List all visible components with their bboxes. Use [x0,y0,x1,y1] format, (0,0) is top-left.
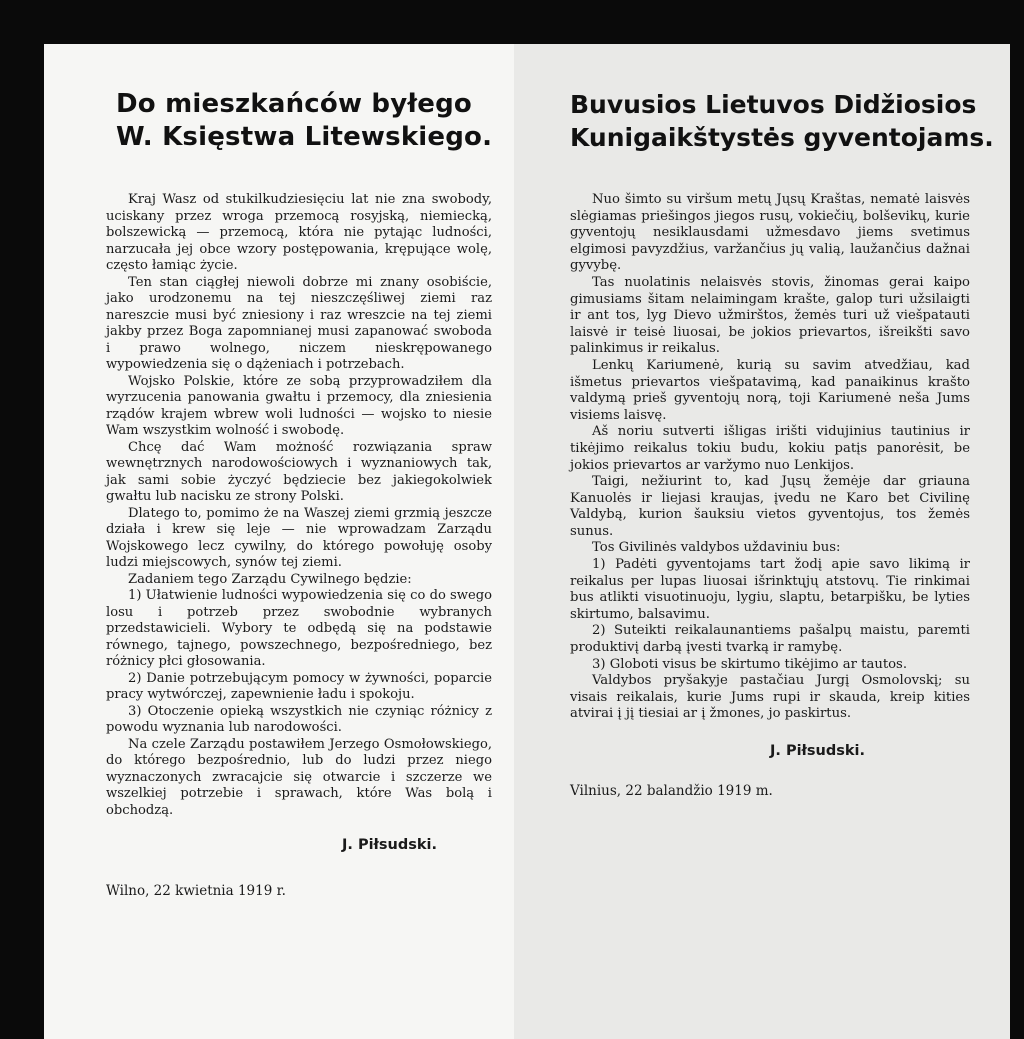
polish-paragraph: Dlatego to, pomimo że na Waszej ziemi grzmią jeszcze działa i krew się leje — nie wprowadzam Zarządu Wojskowego lecz cywilny, do którego powołuję osoby ludzi miejscowych, synów tej ziemi. [106,505,492,570]
polish-paragraph: 3) Otoczenie opieką wszystkich nie czyniąc różnicy z powodu wyznania lub narodowości. [106,703,492,735]
lithuanian-title-line-1: Buvusios Lietuvos Didžiosios [570,90,977,119]
polish-paragraph: 1) Ułatwienie ludności wypowiedzenia się co do swego losu i potrzeb przez swobodnie wybranych przedstawicieli. Wybory te odbędą się na podstawie równego, tajnego, powszechnego, bezpośredniego, bez różnicy płci głosowania. [106,588,492,669]
lithuanian-paragraph: Lenkų Kariumenė, kurią su savim atvedžiau, kad išmetus prievartos viešpatavimą, kad panaikinus krašto valdymą prieš gyventojų norą, toji Kariumenė neša Jums visiems laisvę. [570,357,970,423]
lithuanian-signature: J. Piłsudski. [770,743,866,759]
polish-date: Wilno, 22 kwietnia 1919 r. [106,883,286,899]
polish-paragraph: Wojsko Polskie, które ze sobą przyprowadziłem dla wyrzucenia panowania gwałtu i przemocy, dla zniesienia rządów krajem wbrew woli ludności — wojsko to niesie Wam wszystkim wolność i swobodę. [106,373,492,438]
polish-paragraph: Na czele Zarządu postawiłem Jerzego Osmołowskiego, do którego bezpośrednio, lub do ludzi przez niego wyznaczonych zwracajcie się otwarcie i szczerze we wszelkiej potrzebie i sprawach, które Was bolą i obchodzą. [106,736,492,818]
lithuanian-paragraph: Tas nuolatinis nelaisvės stovis, žinomas gerai kaipo gimusiams šitam nelaimingam krašte, galop turi užsilaigti ir ant tos, lyg Dievo užmirštos, žemės turi už viešpatauti laisvė ir teisė liuosai, be jokios prievartos, išreikšti savo palinkimus ir reikalus. [570,274,970,357]
polish-paragraph: Kraj Wasz od stukilkudziesięciu lat nie zna swobody, uciskany przez wroga przemocą rosyjską, niemiecką, bolszewicką — przemocą, która nie pytając ludności, narzucała jej obce wzory postępowania, krępujące wolę, często łamiąc życie. [106,192,492,273]
lithuanian-paragraph: Tos Givilinės valdybos uždaviniu bus: [592,540,841,556]
lithuanian-paragraph: 2) Suteikti reikalaunantiems pašalpų maistu, paremti produktivį darbą įvesti tvarką ir ramybę. [570,623,970,656]
lithuanian-paragraph: 1) Padėti gyventojams tart žodį apie savo likimą ir reikalus per lupas liuosai išrinktųjų atstovų. Tie rinkimai bus atlikti visuotinuoju, lygiu, slaptu, betarpišku, be lyties skirtumo, balsavimu. [570,557,970,622]
lithuanian-paragraph: Taigi, nežiurint to, kad Jųsų žemėje dar griauna Kanuolės ir liejasi kraujas, įvedu ne Karo bet Civilinę Valdybą, kurion šauksiu vietos gyventojus, tos žemės sunus. [570,474,970,539]
lithuanian-paragraph: Nuo šimto su viršum metų Jųsų Kraštas, nematė laisvės slėgiamas priešingos jiegos rusų, vokiečių, bolševikų, kurie gyventojų nesiklausdami užmesdavo jiems svetimus elgimosi pavyzdžius, varžančius jų valią, laužančius dažnai gyvybę. [570,192,970,274]
proclamation-sheet [44,44,1010,1039]
polish-paragraph: 2) Danie potrzebującym pomocy w żywności, poparcie pracy wytwórczej, zapewnienie ładu i spokoju. [106,670,492,702]
lithuanian-title-line-2: Kunigaikštystės gyventojams. [570,123,994,152]
lithuanian-paragraph: Valdybos pryšakyje pastačiau Jurgį Osmolovskį; su visais reikalais, kurie Jums rupi ir skauda, kreip kities atvirai į jį tiesiai ar į žmones, jo paskirtus. [570,673,970,722]
polish-signature: J. Piłsudski. [342,837,438,853]
polish-paragraph: Ten stan ciągłej niewoli dobrze mi znany osobiście, jako urodzonemu na tej nieszczęśliwej ziemi raz nareszcie musi być zniesiony i raz wreszcie na tej ziemi jakby przez Boga zapomnianej musi zapanować swoboda i prawo wolnego, niczem nieskrępowanego wypowiedzenia się o dążeniach i potrzebach. [106,274,492,372]
lithuanian-title [570,88,994,154]
lithuanian-proclamation [514,44,1010,1039]
lithuanian-body [570,192,970,723]
polish-title-line-2: W. Księstwa Litewskiego. [116,122,493,152]
lithuanian-paragraph: 3) Globoti visus be skirtumo tikėjimo ar tautos. [592,656,908,672]
polish-proclamation [44,44,514,1039]
polish-paragraph: Zadaniem tego Zarządu Cywilnego będzie: [128,571,412,587]
polish-paragraph: Chcę dać Wam możność rozwiązania spraw wewnętrznych narodowościowych i wyznaniowych tak, jak sami sobie życzyć będziecie bez jakiegokolwiek gwałtu lub nacisku ze strony Polski. [106,439,492,504]
polish-title [106,88,492,154]
lithuanian-paragraph: Aš noriu sutverti išligas irišti vidujinius tautinius ir tikėjimo reikalus tokiu budu, kokiu patįs panorėsit, be jokios prievartos ar varžymo nuo Lenkijos. [570,424,970,473]
polish-body [106,192,492,819]
polish-title-line-1: Do mieszkańców byłego [116,89,472,119]
lithuanian-date: Vilnius, 22 balandžio 1919 m. [570,783,773,799]
